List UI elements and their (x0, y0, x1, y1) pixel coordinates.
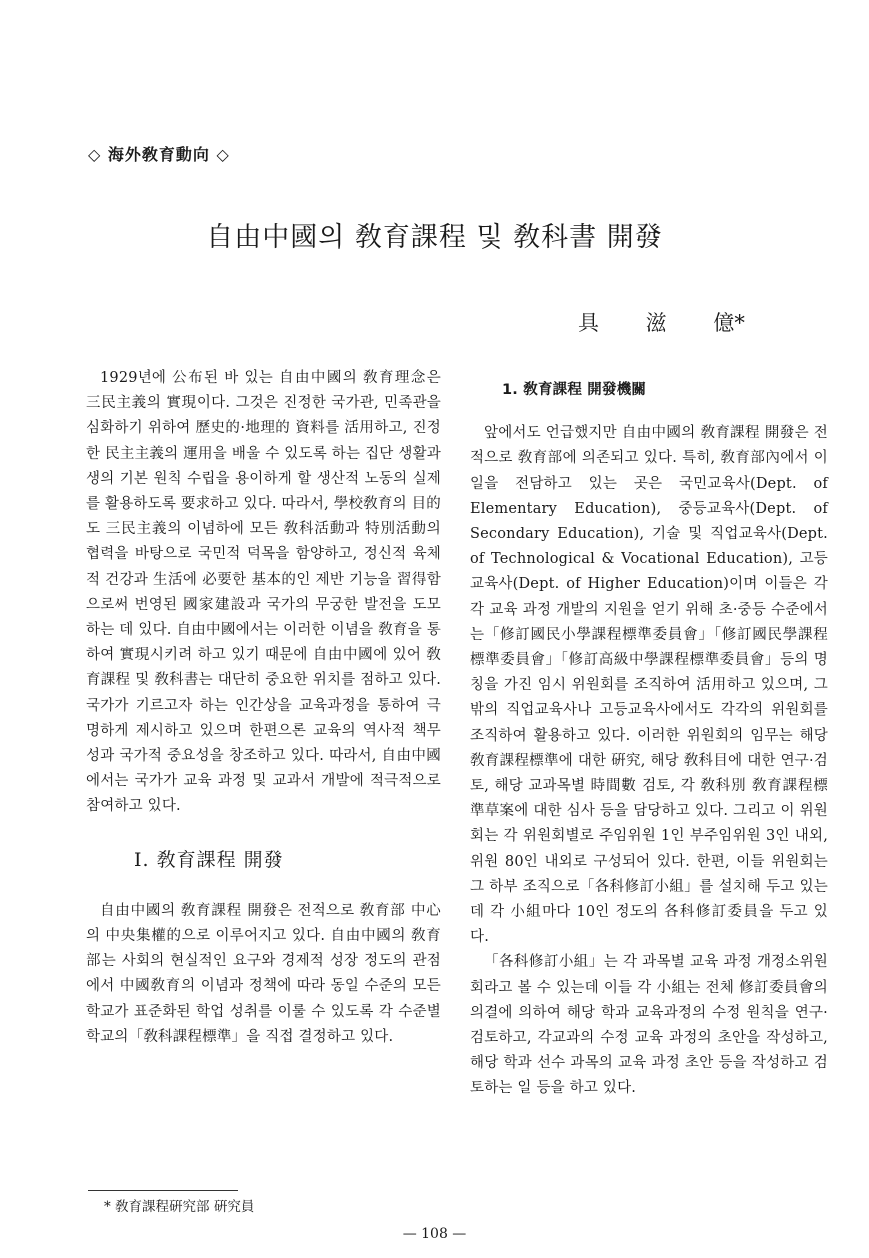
subsection-heading: 1. 敎育課程 開發機關 (502, 382, 647, 398)
section-paragraph: 自由中國의 敎育課程 開發은 전적으로 敎育部 中心의 中央集權的으로 이루어지고 있다. 自由中國의 敎育部는 사회의 현실적인 요구와 경제적 성장 정도의 관점에서 中國敎育의 이념과 정책에 따라 동일 수준의 모든 학교가 표준화된 학업 성취를 이룰 수 있도록 각 수준별 학교의「敎科課程標準」을 직접 결정하고 있다. (86, 902, 441, 1045)
author-name: 具 滋 億* (578, 311, 745, 335)
intro-paragraph: 1929년에 公布된 바 있는 自由中國의 敎育理念은 三民主義의 實現이다. 그것은 진정한 국가관, 민족관을 심화하기 위하여 歷史的·地理的 資料를 活用하고, 진정한 民主主義의 運用을 배울 수 있도록 하는 집단 생활과 생의 기본 원칙 수립을 용이하게 할 생산적 노동의 실제를 활용하도록 要求하고 있다. 따라서, 學校敎育의 目的도 三民主義의 이념하에 모든 敎科活動과 特別活動의 협력을 바탕으로 국민적 덕목을 함양하고, 정신적 육체적 건강과 生活에 必要한 基本的인 제반 기능을 習得함으로써 번영된 國家建設과 국가의 무궁한 발전을 도모하는 데 있다. 自由中國에서는 이러한 이념을 敎育을 통하여 實現시키려 하고 있기 때문에 自由中國에 있어 敎育課程 및 敎科書는 대단히 중요한 위치를 점하고 있다. 국가가 기르고자 하는 인간상을 교육과정을 통하여 극명하게 제시하고 있으며 한편으론 교육의 역사적 책무성과 국가적 중요성을 창조하고 있다. 따라서, 自由中國에서는 국가가 교육 과정 및 교과서 개발에 적극적으로 참여하고 있다. (86, 370, 441, 815)
footnote-divider (88, 1190, 238, 1191)
subsection-paragraph-1: 앞에서도 언급했지만 自由中國의 敎育課程 開發은 전적으로 敎育部에 의존되고 있다. 특히, 敎育部內에서 이 일을 전담하고 있는 곳은 국민교육사(Dept. of Elementary Education), 중등교육사(Dept. of Secondary Education), 기술 및 직업교육사(Dept. of Technological & Vocational Education), 고등교육사(Dept. of Higher Education)이며 이들은 각각 교육 과정 개발의 지원을 얻기 위해 초·중등 수준에서는「修訂國民小學課程標準委員會」「修訂國民學課程標準委員會」「修訂高級中學課程標準委員會」등의 명칭을 가진 임시 위원회를 조직하여 活用하고 있으며, 그 밖의 직업교육사나 고등교육사에서도 각각의 위원회를 조직하여 활용하고 있다. 이러한 위원회의 임무는 해당 敎育課程標準에 대한 硏究, 해당 敎科目에 대한 연구·검토, 해당 교과목별 時間數 검토, 각 敎科別 敎育課程標準草案에 대한 심사 등을 담당하고 있다. 그리고 이 위원회는 각 위원회별로 주임위원 1인 부주임위원 3인 내외, 위원 80인 내외로 구성되어 있다. 한편, 이들 위원회는 그 하부 조직으로「各科修訂小組」를 설치해 두고 있는데 각 小組마다 10인 정도의 各科修訂委員을 두고 있다. (470, 425, 828, 946)
article-title: 自由中國의 敎育課程 및 敎科書 開發 (206, 222, 663, 253)
subsection-paragraph-2: 「各科修訂小組」는 각 과목별 교육 과정 개정소위원회라고 볼 수 있는데 이들 각 小組는 전체 修訂委員會의 의결에 의하여 해당 학과 교육과정의 수정 원칙을 연구·검토하고, 각교과의 수정 교육 과정의 초안을 작성하고, 해당 학과 선수 과목의 교육 과정 초안 등을 작성하고 검토하는 일 등을 하고 있다. (470, 954, 828, 1097)
section-heading: I. 敎育課程 開發 (134, 848, 284, 871)
right-column (470, 378, 828, 1102)
page-number: — 108 — (402, 1226, 467, 1242)
left-column (86, 366, 441, 1050)
section-tag: ◇ 海外敎育動向 ◇ (88, 145, 230, 164)
footnote: * 敎育課程硏究部 硏究員 (104, 1199, 255, 1215)
